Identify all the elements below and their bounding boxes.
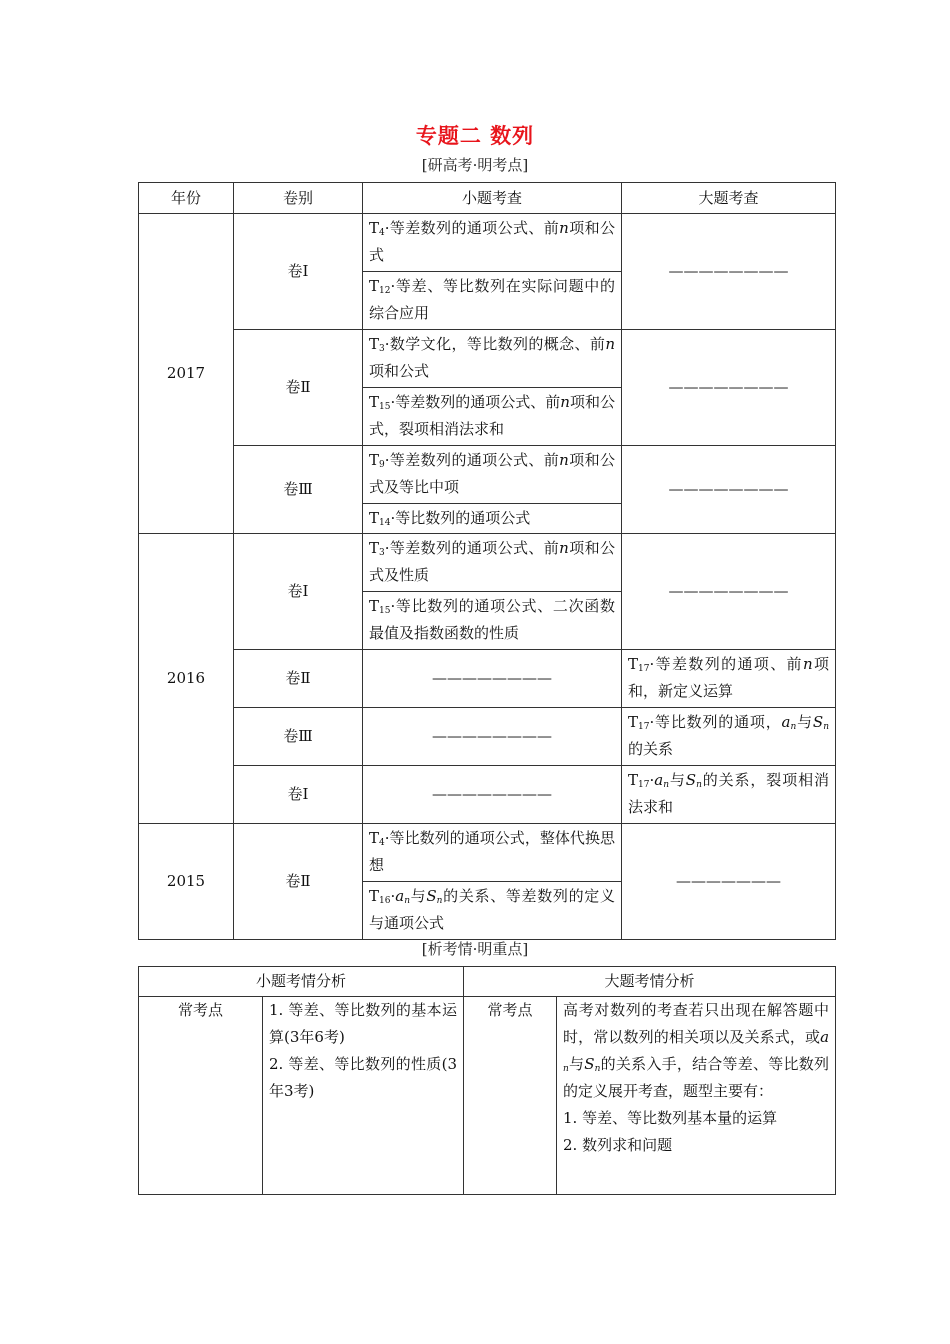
small-question-cell: $T_3\cdot$数学文化，等比数列的概念、前n项和公式 [363,330,622,388]
table-row [139,446,836,504]
list-item: 2. 数列求和问题 [563,1136,673,1154]
year-cell: 2017 [139,214,234,534]
paper-cell: 卷Ⅰ [234,766,363,824]
year-cell: 2016 [139,534,234,824]
table-row [139,824,836,882]
table-row [139,708,836,766]
big-question-cell: $T_{17}\cdot$等比数列的通项，$a_n$与$S_n$的关系 [622,708,836,766]
table-row [139,766,836,824]
big-question-cell: $T_{17}\cdot a_n$与$S_n$的关系，裂项相消法求和 [622,766,836,824]
header-big-questions: 大题考查 [622,183,836,214]
frequent-points-label: 常考点 [139,997,263,1195]
analysis-paragraph: 高考对数列的考查若只出现在解答题中时，常以数列的相关项以及关系式，或$a_n$与$S_n$的关系入手，结合等差、等比数列的定义展开考查，题型主要有： [563,1001,830,1100]
small-question-cell: $T_{14}\cdot$等比数列的通项公式 [363,504,622,534]
paper-cell: 卷Ⅲ [234,446,363,534]
list-item: 2. 等差、等比数列的性质(3年3考) [269,1055,458,1100]
paper-cell: 卷Ⅰ [234,214,363,330]
section-heading-2: [析考情·明重点] [421,940,529,958]
paper-cell: 卷Ⅱ [234,650,363,708]
list-item: 1. 等差、等比数列的基本运算(3年6考) [269,1001,458,1046]
paper-cell: 卷Ⅰ [234,534,363,650]
analysis-table [138,966,836,1195]
table-row [139,534,836,592]
big-analysis-content [557,997,836,1195]
small-question-cell: $T_{16}\cdot a_n$与$S_n$的关系、等差数列的定义与通项公式 [363,882,622,940]
small-question-cell: ———————— [363,708,622,766]
table-header-row [139,183,836,214]
small-question-cell: $T_4\cdot$等比数列的通项公式，整体代换思想 [363,824,622,882]
header-small-questions: 小题考查 [363,183,622,214]
header-paper: 卷别 [234,183,363,214]
paper-cell: 卷Ⅲ [234,708,363,766]
small-question-cell: $T_3\cdot$等差数列的通项公式、前n项和公式及性质 [363,534,622,592]
header-small-analysis: 小题考情分析 [139,967,464,997]
year-cell: 2015 [139,824,234,940]
header-big-analysis: 大题考情分析 [464,967,836,997]
table-row [139,214,836,272]
small-analysis-content [263,997,464,1195]
section-heading-1: [研高考·明考点] [421,156,529,174]
big-question-cell: ———————— [622,214,836,330]
small-question-cell: $T_9\cdot$等差数列的通项公式、前n项和公式及等比中项 [363,446,622,504]
table-row [139,997,836,1195]
big-question-cell: ———————— [622,534,836,650]
paper-cell: 卷Ⅱ [234,330,363,446]
big-question-cell: ——————— [622,824,836,940]
exam-table [138,182,836,940]
frequent-points-label: 常考点 [464,997,557,1195]
big-question-cell: ———————— [622,446,836,534]
small-question-cell: ———————— [363,650,622,708]
table-row [139,330,836,388]
page-title: 专题二 数列 [415,124,535,148]
paper-cell: 卷Ⅱ [234,824,363,940]
table-header-row [139,967,836,997]
header-year: 年份 [139,183,234,214]
table-row [139,650,836,708]
small-question-cell: $T_{15}\cdot$等差数列的通项公式、前n项和公式，裂项相消法求和 [363,388,622,446]
list-item: 1. 等差、等比数列基本量的运算 [563,1109,778,1127]
big-question-cell: $T_{17}\cdot$等差数列的通项、前n项和，新定义运算 [622,650,836,708]
small-question-cell: ———————— [363,766,622,824]
small-question-cell: $T_{12}\cdot$等差、等比数列在实际问题中的综合应用 [363,272,622,330]
small-question-cell: $T_{15}\cdot$等比数列的通项公式、二次函数最值及指数函数的性质 [363,592,622,650]
small-question-cell: $T_4\cdot$等差数列的通项公式、前n项和公式 [363,214,622,272]
big-question-cell: ———————— [622,330,836,446]
